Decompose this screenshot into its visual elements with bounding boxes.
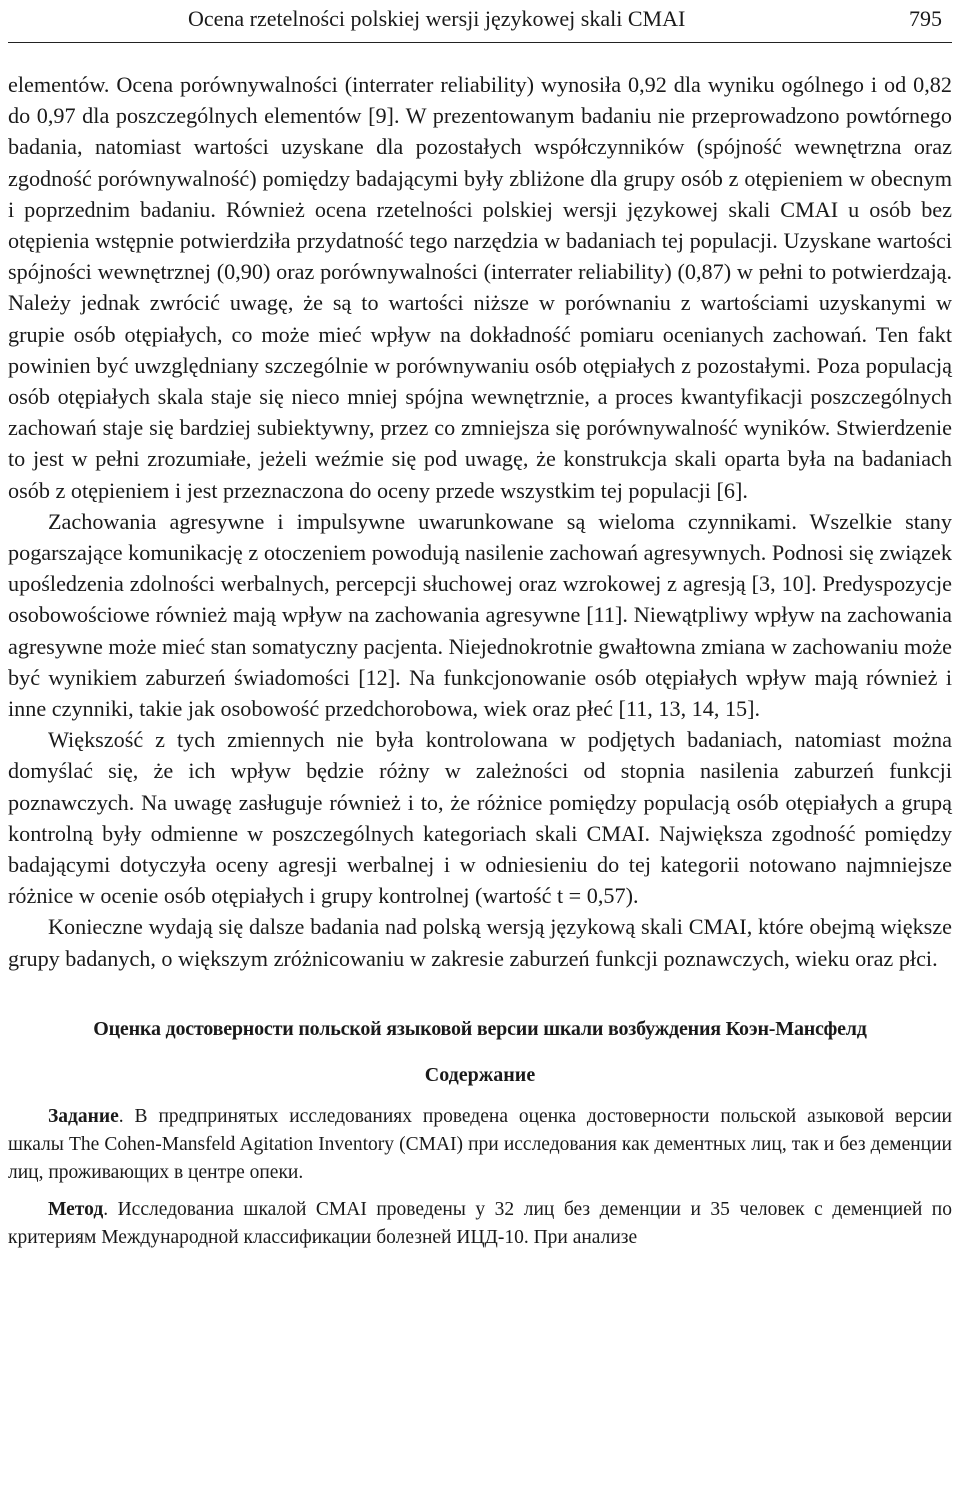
running-title: Ocena rzetelności polskiej wersji językowej skali CMAI: [188, 6, 686, 31]
task-text: . В предпринятых исследованиях проведена оценка достоверности польской азыковой версии шкалы The Cohen-Mansfeld Agitation Inventory (CMAI) при исследования как дементных лиц, так и без деменции лиц, проживающих в центре опеки.: [8, 1105, 952, 1183]
russian-abstract: [8, 1103, 952, 1252]
method-label: Метод: [48, 1198, 104, 1220]
task-label: Задание: [48, 1105, 119, 1127]
paragraph-1: elementów. Ocena porównywalności (interrater reliability) wynosiła 0,92 dla wyniku ogólnego i od 0,82 do 0,97 dla poszczególnych elementów [9]. W prezentowanym badaniu nie przeprowadzono powtórnego badania, natomiast wartości uzyskane dla pozostałych współczynników (spójność wewnętrzna oraz zgodność porównywalność) pomiędzy badającymi były zbliżone dla grupy osób z otępieniem w obecnym i poprzednim badaniu. Również ocena rzetelności polskiej wersji językowej skali CMAI u osób bez otępienia wstępnie potwierdziła przydatność tego narzędzia w badaniach tej populacji. Uzyskane wartości spójności wewnętrznej (0,90) oraz porównywalności (interrater reliability) (0,87) w pełni to potwierdzają. Należy jednak zwrócić uwagę, że są to wartości niższe w porównaniu z wartościami uzyskanymi w grupie osób otępiałych, co może mieć wpływ na dokładność pomiaru ocenianych zachowań. Ten fakt powinien być uwzględniany szczególnie w porównywaniu osób otępiałych z pozostałymi. Poza populacją osób otępiałych skala staje się nieco mniej spójna wewnętrznie, a proces kwantyfikacji poszczególnych zachowań staje się bardziej subiektywny, przez co zmniejsza się porównywalność wyników. Stwierdzenie to jest w pełni zrozumiałe, jeżeli weźmie się pod uwagę, że konstrukcja skali oparta była na badaniach osób z otępieniem i jest przeznaczona do oceny przede wszystkim tej populacji [6].: [8, 72, 952, 503]
russian-method-paragraph: [8, 1196, 952, 1252]
method-text: . Исследованиа шкалой CMAI проведены у 32 лиц без деменции и 35 человек с деменцией по критериям Международной классификации болезней ИЦД-10. При анализе: [8, 1198, 952, 1248]
page-number: 795: [909, 6, 942, 31]
running-header: [8, 0, 952, 43]
paragraph-3: Większość z tych zmiennych nie była kontrolowana w podjętych badaniach, natomiast można domyślać się, że ich wpływ będzie różny w zależności od stopnia nasilenia zaburzeń funkcji poznawczych. Na uwagę zasługuje również i to, że różnice pomiędzy populacją osób otępiałych a grupą kontrolną były odmienne w poszczególnych kategoriach skali CMAI. Największa zgodność pomiędzy badającymi dotyczyła oceny agresji werbalnej i w odniesieniu do tej kategorii notowano najmniejsze różnice w ocenie osób otępiałych i grupy kontrolnej (wartość t = 0,57).: [8, 727, 952, 909]
paragraph-4: Konieczne wydają się dalsze badania nad polską wersją językową skali CMAI, które obejmą większe grupy badanych, o większym zróżnicowaniu w zakresie zaburzeń funkcji poznawczych, wieku oraz płci.: [8, 914, 952, 971]
russian-task-paragraph: [8, 1103, 952, 1187]
paragraph-2: Zachowania agresywne i impulsywne uwarunkowane są wieloma czynnikami. Wszelkie stany pogarszające komunikację z otoczeniem powodują nasilenie zachowań agresywnych. Podnosi się związek upośledzenia zdolności werbalnych, percepcji słuchowej oraz wzrokowej z agresją [3, 10]. Predyspozycje osobowościowe również mają wpływ na zachowania agresywne [11]. Niewątpliwy wpływ na zachowania agresywne może mieć stan somatyczny pacjenta. Niejednokrotnie gwałtowna zmiana w zachowaniu może być wynikiem zaburzeń świadomości [12]. Na funkcjonowanie osób otępiałych wpływ mają również i inne czynniki, takie jak osobowość przedchorobowa, wiek oraz płeć [11, 13, 14, 15].: [8, 508, 952, 722]
russian-subtitle: Содержание: [424, 1063, 536, 1086]
russian-title: Оценка достоверности польской языковой версии шкали возбуждения Коэн-Мансфелд: [93, 1017, 867, 1040]
body-text: [8, 69, 952, 974]
